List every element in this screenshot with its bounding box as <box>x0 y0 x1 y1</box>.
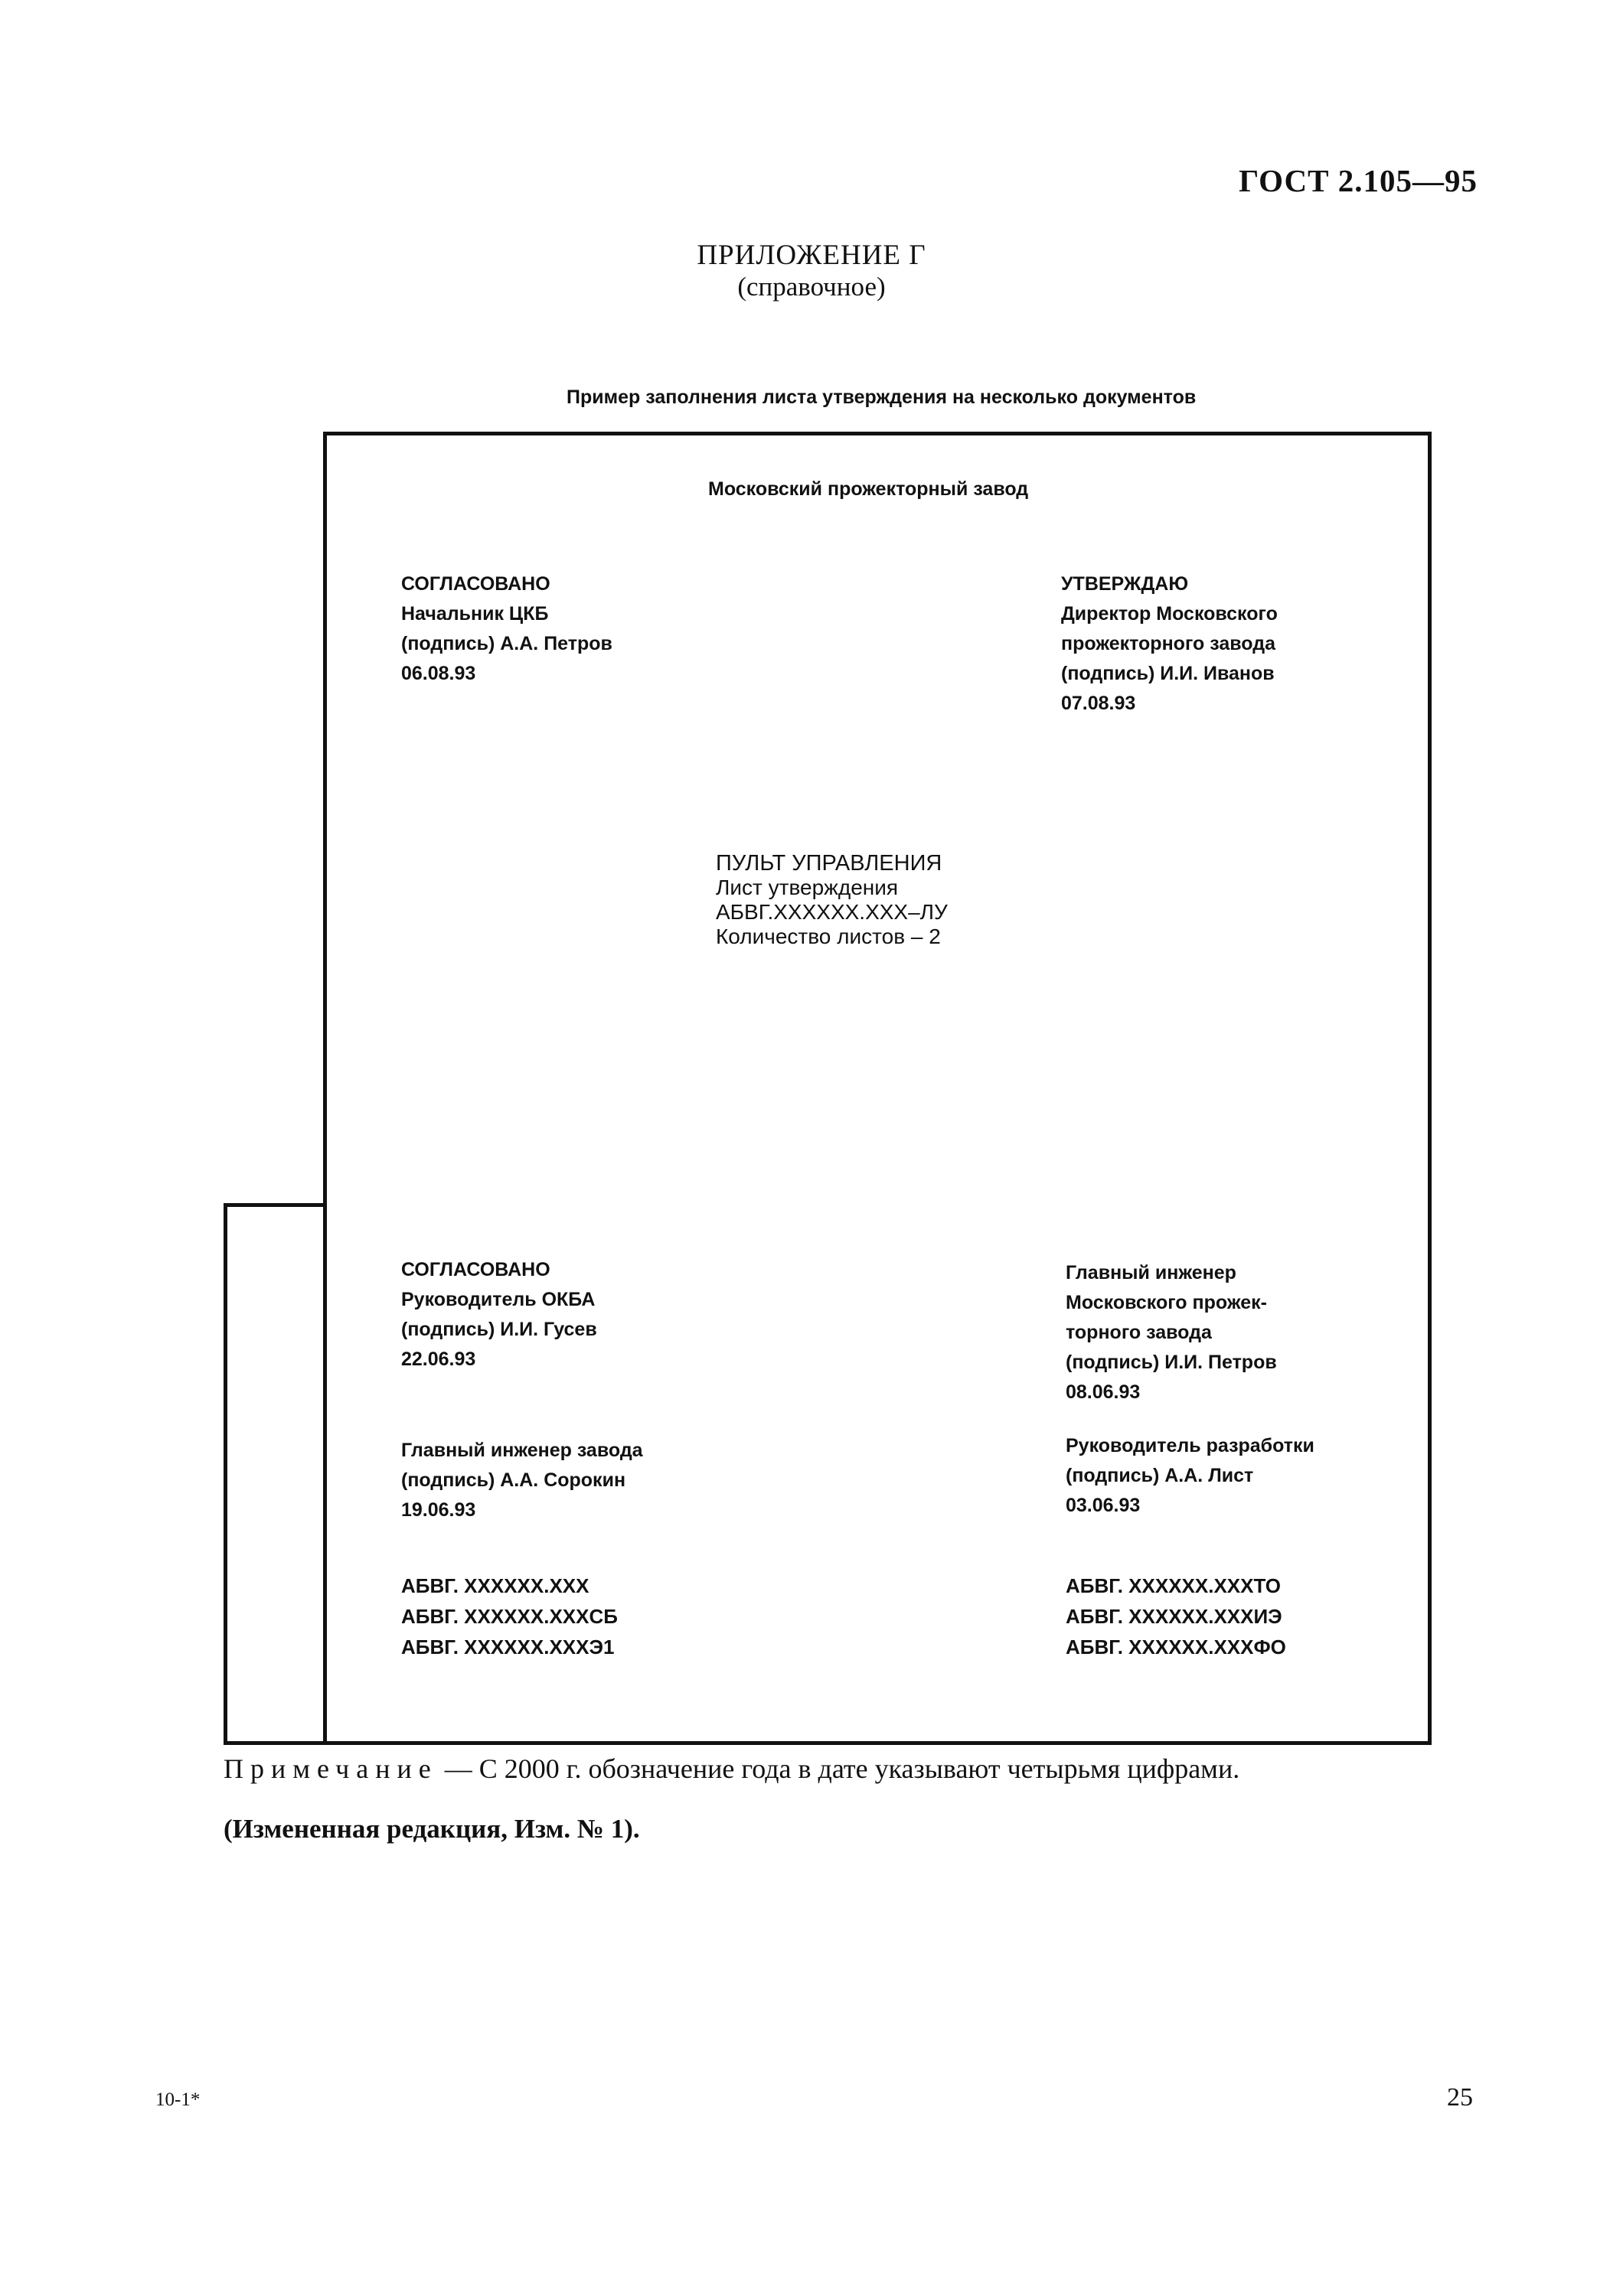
approved-date: 07.08.93 <box>1061 693 1136 714</box>
chief-engineer-plant-block <box>401 1436 643 1525</box>
binding-margin-frame <box>224 1203 327 1745</box>
chief-engineer-right-block <box>1066 1258 1277 1407</box>
document-title-block <box>716 851 948 949</box>
document-name: ПУЛЬТ УПРАВЛЕНИЯ <box>716 851 942 876</box>
page-number: 25 <box>1447 2083 1473 2112</box>
approved-block <box>1061 569 1278 719</box>
agreed-heading: СОГЛАСОВАНО <box>401 573 550 595</box>
footer-code: 10-1* <box>155 2089 201 2110</box>
edition-note: (Измененная редакция, Изм. № 1). <box>224 1814 640 1844</box>
signature: (подпись) А.А. Сорокин <box>401 1469 626 1491</box>
document-code: АБВГ. XXXXXX.XXX <box>401 1574 589 1597</box>
position: Руководитель разработки <box>1066 1435 1314 1456</box>
signature: (подпись) А.А. Лист <box>1066 1465 1254 1486</box>
agreed-signature: (подпись) И.И. Гусев <box>401 1319 597 1340</box>
signature: (подпись) И.И. Петров <box>1066 1352 1277 1373</box>
appendix-type: (справочное) <box>737 272 886 302</box>
document-code: АБВГ. XXXXXX.XXXЭ1 <box>401 1636 615 1658</box>
document-code: АБВГ. XXXXXX.XXXСБ <box>401 1605 618 1628</box>
sheet-type: Лист утверждения <box>716 876 899 899</box>
standard-designation: ГОСТ 2.105—95 <box>1239 163 1478 198</box>
note-text: — С 2000 г. обозначение года в дате указывают четырьмя цифрами. <box>437 1753 1240 1784</box>
appendix-title: ПРИЛОЖЕНИЕ Г <box>697 240 926 271</box>
development-head-block <box>1066 1431 1314 1521</box>
document-code: АБВГ. XXXXXX.XXXФО <box>1066 1636 1286 1658</box>
position-line1: Главный инженер <box>1066 1262 1236 1283</box>
approved-position-line1: Директор Московского <box>1061 603 1278 625</box>
agreed-date: 22.06.93 <box>401 1349 476 1370</box>
document-codes-left <box>401 1570 618 1662</box>
document-code: АБВГ. XXXXXX.XXXИЭ <box>1066 1605 1282 1628</box>
example-caption: Пример заполнения листа утверждения на несколько документов <box>567 386 1197 408</box>
position-line3: торного завода <box>1066 1322 1212 1343</box>
agreed-position: Руководитель ОКБА <box>401 1289 596 1310</box>
document-codes-right <box>1066 1570 1286 1662</box>
approved-signature: (подпись) И.И. Иванов <box>1061 663 1275 684</box>
agreed-position: Начальник ЦКБ <box>401 603 549 625</box>
note-label: Примечание <box>224 1753 438 1784</box>
position-line2: Московского прожек- <box>1066 1292 1267 1313</box>
agreed-heading: СОГЛАСОВАНО <box>401 1259 550 1280</box>
agreed-date: 06.08.93 <box>401 663 476 684</box>
date: 08.06.93 <box>1066 1381 1141 1403</box>
position: Главный инженер завода <box>401 1440 643 1461</box>
note <box>224 1753 1239 1785</box>
document-designation: АБВГ.XXXXXX.XXX–ЛУ <box>716 900 948 924</box>
approved-heading: УТВЕРЖДАЮ <box>1061 573 1189 595</box>
document-code: АБВГ. XXXXXX.XXXТО <box>1066 1574 1281 1597</box>
plant-name: Московский прожекторный завод <box>708 478 1029 500</box>
approved-position-line2: прожекторного завода <box>1061 633 1276 654</box>
agreed-block-1 <box>401 569 612 689</box>
date: 19.06.93 <box>401 1499 476 1521</box>
date: 03.06.93 <box>1066 1495 1141 1516</box>
agreed-signature: (подпись) А.А. Петров <box>401 633 612 654</box>
sheet-count: Количество листов – 2 <box>716 925 941 948</box>
agreed-block-2 <box>401 1255 597 1375</box>
